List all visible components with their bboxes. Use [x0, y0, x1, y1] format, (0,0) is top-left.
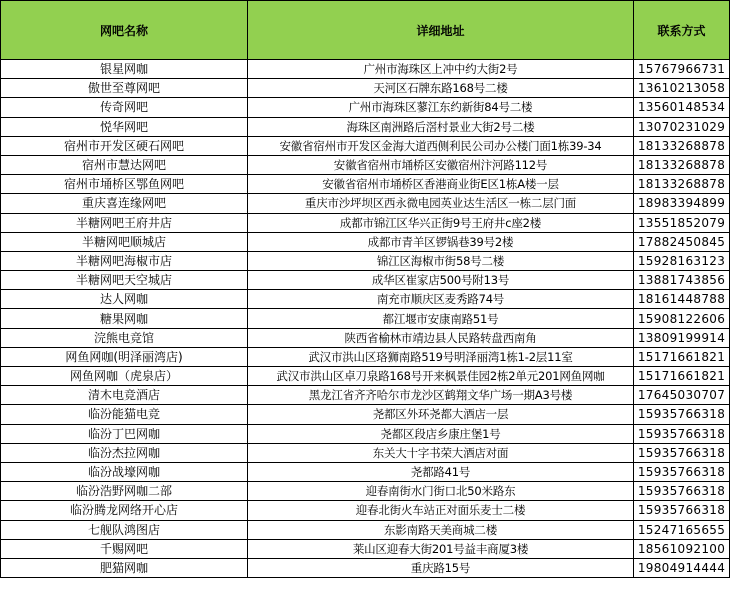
table-row [1, 271, 730, 290]
cafe-name-cell: 半糖网吧顺城店 [1, 232, 248, 251]
phone-cell: 18983394899 [634, 194, 730, 213]
phone-cell: 18161448788 [634, 290, 730, 309]
address-cell: 莱山区迎春大街201号益丰商厦3楼 [248, 539, 634, 558]
address-cell: 安徽省宿州市开发区金海大道西侧利民公司办公楼门面1栋39-34 [248, 136, 634, 155]
address-cell: 广州市海珠区蓼江东约新街84号二楼 [248, 98, 634, 117]
cafe-name-cell: 悦华网吧 [1, 117, 248, 136]
phone-cell: 17645030707 [634, 386, 730, 405]
address-cell: 成都市锦江区华兴正街9号王府井c座2楼 [248, 213, 634, 232]
address-cell: 天河区石牌东路168号二楼 [248, 79, 634, 98]
address-cell: 尧都区段店乡康庄堡1号 [248, 424, 634, 443]
cafe-name-cell: 网鱼网咖（虎泉店） [1, 367, 248, 386]
address-cell: 都江堰市安康南路51号 [248, 309, 634, 328]
phone-cell: 15247165655 [634, 520, 730, 539]
table-row [1, 175, 730, 194]
phone-cell: 18561092100 [634, 539, 730, 558]
address-cell: 海珠区南洲路后滘村景业大街2号二楼 [248, 117, 634, 136]
phone-cell: 13551852079 [634, 213, 730, 232]
table-row [1, 539, 730, 558]
table-row [1, 232, 730, 251]
address-cell: 南充市顺庆区麦秀路74号 [248, 290, 634, 309]
cafe-name-cell: 达人网咖 [1, 290, 248, 309]
table-row [1, 155, 730, 174]
phone-cell: 13560148534 [634, 98, 730, 117]
phone-cell: 15935766318 [634, 424, 730, 443]
table-row [1, 558, 730, 577]
table-row [1, 386, 730, 405]
phone-cell: 18133268878 [634, 136, 730, 155]
table-row [1, 136, 730, 155]
address-cell: 东关大十字书荣大酒店对面 [248, 443, 634, 462]
address-cell: 重庆路15号 [248, 558, 634, 577]
cafe-name-cell: 临汾战壕网咖 [1, 462, 248, 481]
phone-cell: 13881743856 [634, 271, 730, 290]
table-row [1, 328, 730, 347]
table-row [1, 213, 730, 232]
address-cell: 黑龙江省齐齐哈尔市龙沙区鹤翔文华广场一期A3号楼 [248, 386, 634, 405]
table-row [1, 520, 730, 539]
cafe-name-cell: 临汾腾龙网络开心店 [1, 501, 248, 520]
phone-cell: 15767966731 [634, 60, 730, 79]
address-cell: 尧都路41号 [248, 462, 634, 481]
table-row [1, 290, 730, 309]
cafe-name-cell: 千赐网吧 [1, 539, 248, 558]
cafe-name-cell: 临汾能猫电竞 [1, 405, 248, 424]
phone-cell: 13070231029 [634, 117, 730, 136]
cafe-name-cell: 半糖网吧海椒市店 [1, 251, 248, 270]
phone-cell: 17882450845 [634, 232, 730, 251]
cafe-name-cell: 半糖网吧天空城店 [1, 271, 248, 290]
phone-cell: 15908122606 [634, 309, 730, 328]
phone-cell: 15935766318 [634, 501, 730, 520]
address-cell: 安徽省宿州市埇桥区安徽宿州汴河路112号 [248, 155, 634, 174]
cafe-name-cell: 糖果网咖 [1, 309, 248, 328]
cafe-name-cell: 宿州市开发区硬石网吧 [1, 136, 248, 155]
phone-cell: 13809199914 [634, 328, 730, 347]
table-row [1, 117, 730, 136]
table-row [1, 347, 730, 366]
phone-cell: 15171661821 [634, 347, 730, 366]
phone-cell: 15935766318 [634, 482, 730, 501]
phone-cell: 15935766318 [634, 462, 730, 481]
phone-cell: 18133268878 [634, 175, 730, 194]
phone-cell: 15171661821 [634, 367, 730, 386]
table-row [1, 501, 730, 520]
address-cell: 武汉市洪山区珞狮南路519号明泽丽湾1栋1-2层11室 [248, 347, 634, 366]
cafe-name-cell: 银星网咖 [1, 60, 248, 79]
address-cell: 安徽省宿州市埇桥区香港商业街E区1栋A楼一层 [248, 175, 634, 194]
address-cell: 东影南路天美商城二楼 [248, 520, 634, 539]
cafe-name-cell: 肥猫网咖 [1, 558, 248, 577]
address-cell: 迎春南街水门街口北50米路东 [248, 482, 634, 501]
cafe-name-cell: 七舰队鸿图店 [1, 520, 248, 539]
table-row [1, 424, 730, 443]
address-cell: 武汉市洪山区卓刀泉路168号开来枫景佳园2栋2单元201网鱼网咖 [248, 367, 634, 386]
address-cell: 陕西省榆林市靖边县人民路转盘西南角 [248, 328, 634, 347]
cafe-name-cell: 浣熊电竞馆 [1, 328, 248, 347]
cafe-name-cell: 临汾杰拉网咖 [1, 443, 248, 462]
phone-cell: 15935766318 [634, 443, 730, 462]
phone-cell: 18133268878 [634, 155, 730, 174]
cafe-name-cell: 宿州市慧达网吧 [1, 155, 248, 174]
table-row [1, 251, 730, 270]
table-row [1, 443, 730, 462]
table-row [1, 60, 730, 79]
table-row [1, 405, 730, 424]
cafe-name-cell: 重庆喜连缘网吧 [1, 194, 248, 213]
header-contact: 联系方式 [634, 1, 730, 60]
address-cell: 成华区崔家店500号附13号 [248, 271, 634, 290]
header-row [1, 1, 730, 60]
cafe-name-cell: 半糖网吧王府井店 [1, 213, 248, 232]
phone-cell: 19804914444 [634, 558, 730, 577]
table-row [1, 194, 730, 213]
phone-cell: 15928163123 [634, 251, 730, 270]
cafe-name-cell: 傲世至尊网吧 [1, 79, 248, 98]
address-cell: 迎春北街火车站正对面乐麦士二楼 [248, 501, 634, 520]
header-name: 网吧名称 [1, 1, 248, 60]
table-row [1, 79, 730, 98]
cafe-name-cell: 传奇网吧 [1, 98, 248, 117]
address-cell: 锦江区海椒市街58号二楼 [248, 251, 634, 270]
table-row [1, 482, 730, 501]
cafe-name-cell: 网鱼网咖(明泽丽湾店) [1, 347, 248, 366]
address-cell: 成都市青羊区锣锅巷39号2楼 [248, 232, 634, 251]
cafe-name-cell: 临汾丁巴网咖 [1, 424, 248, 443]
table-row [1, 309, 730, 328]
address-cell: 广州市海珠区上冲中约大街2号 [248, 60, 634, 79]
table-row [1, 462, 730, 481]
address-cell: 尧都区外环尧都大酒店一层 [248, 405, 634, 424]
cafe-name-cell: 清木电竞酒店 [1, 386, 248, 405]
cafe-name-cell: 临汾浩野网咖二部 [1, 482, 248, 501]
header-address: 详细地址 [248, 1, 634, 60]
phone-cell: 15935766318 [634, 405, 730, 424]
table-row [1, 367, 730, 386]
cafe-name-cell: 宿州市埇桥区鄂鱼网吧 [1, 175, 248, 194]
address-cell: 重庆市沙坪坝区西永微电园英业达生活区一栋二层门面 [248, 194, 634, 213]
table-row [1, 98, 730, 117]
phone-cell: 13610213058 [634, 79, 730, 98]
